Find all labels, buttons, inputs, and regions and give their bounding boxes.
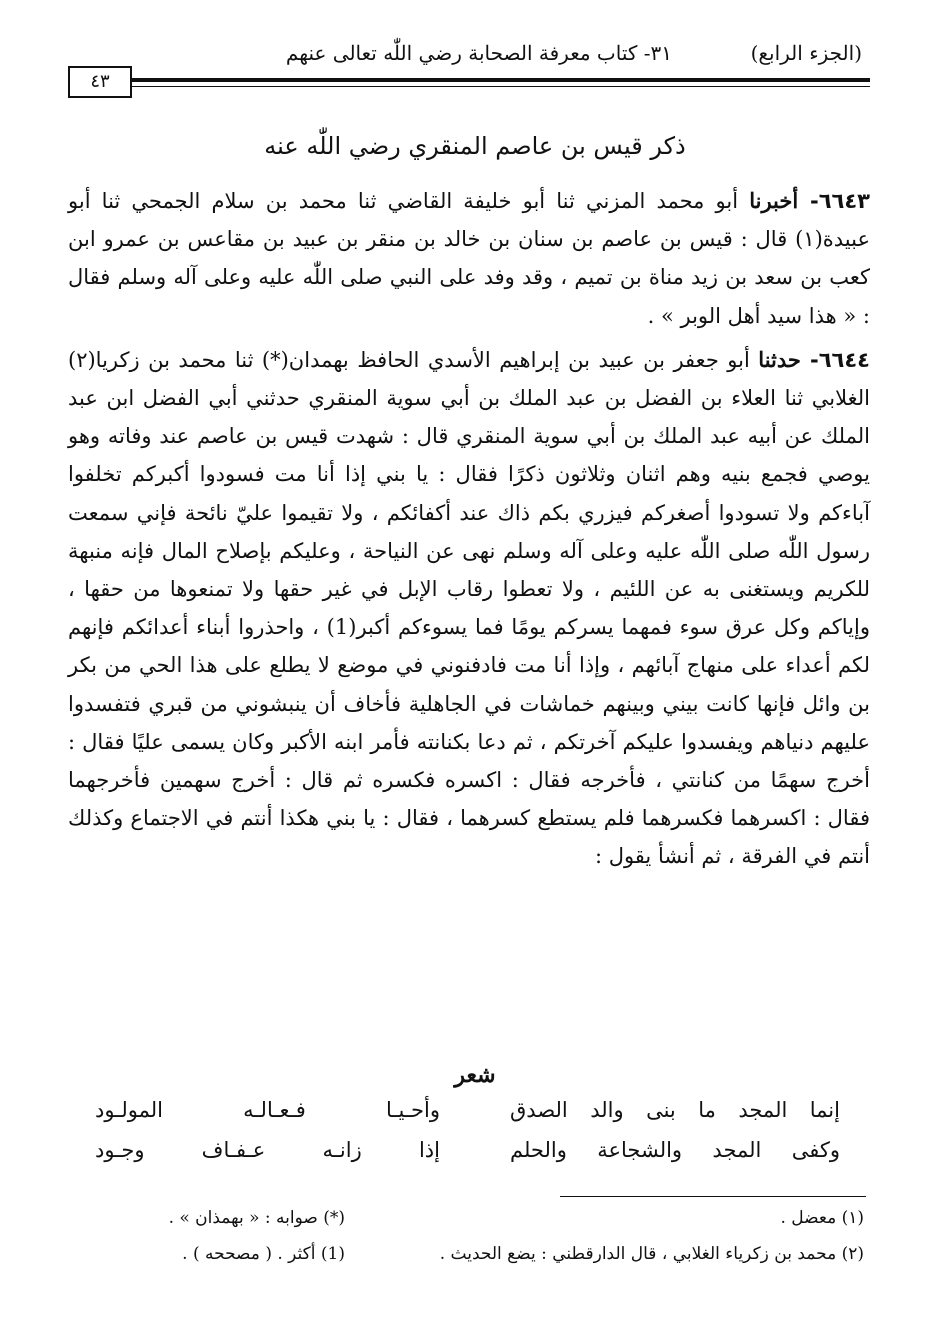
footnote: (*) صوابه : « بهمذان » . xyxy=(168,1208,345,1228)
section-heading: ذكر قيس بن عاصم المنقري رضي اللّٰه عنه xyxy=(264,132,686,160)
hadith-paragraph xyxy=(68,341,870,876)
hadith-text: أبو محمد المزني ثنا أبو خليفة القاضي ثنا محمد بن سلام الجمحي ثنا أبو عبيدة(١) قال : قيس بن عاصم بن سنان بن خالد بن منقر بن عبيد بن مقاعس بن عمرو ابن كعب بن سعد بن زيد مناة بن تميم ، وقد وفد على النبي صلى اللّٰه عليه وعلى آله وسلم فقال : « هذا سيد أهل الوبر » . xyxy=(68,189,870,328)
hadith-lead: أخبرنا xyxy=(749,188,799,213)
hadith-number: ٦٦٤٣ xyxy=(818,189,870,213)
footnote-rule xyxy=(560,1196,866,1197)
footnote: (٢) محمد بن زكرياء الغلابي ، قال الدارقطني : يضع الحديث . xyxy=(439,1244,864,1264)
footnotes xyxy=(68,1208,870,1280)
hadith-dash: - xyxy=(798,189,819,213)
hadith-dash: - xyxy=(800,347,819,372)
poem-verse xyxy=(95,1098,840,1136)
hadith-lead: حدثنا xyxy=(758,346,801,372)
header-rule-thick xyxy=(132,78,870,82)
footnote-row xyxy=(68,1208,870,1244)
poem-heading: شعر xyxy=(454,1062,496,1088)
hadith-number: ٦٦٤٤ xyxy=(818,347,870,372)
volume-label: (الجزء الرابع) xyxy=(750,41,862,65)
footnote-row xyxy=(68,1244,870,1280)
footnote: (1) أكثر . ( مصححه ) . xyxy=(182,1244,345,1264)
verse-first-hemistich: إنما المجد ما بنى والد الصدق xyxy=(510,1098,840,1122)
body-text xyxy=(68,182,870,882)
poem-verse xyxy=(95,1138,840,1176)
footnote: (١) معضل . xyxy=(780,1208,864,1228)
hadith-paragraph xyxy=(68,182,870,335)
header-rule-thin xyxy=(132,86,870,87)
book-title: ٣١- كتاب معرفة الصحابة رضي اللّٰه تعالى عنهم xyxy=(285,41,672,65)
verse-second-hemistich: إذا زانـه عـفـاف وجـود xyxy=(95,1138,440,1162)
verse-first-hemistich: وكفى المجد والشجاعة والحلم xyxy=(510,1138,840,1162)
page-number: ٤٣ xyxy=(68,66,132,98)
running-header xyxy=(60,33,872,73)
hadith-text: أبو جعفر بن عبيد بن إبراهيم الأسدي الحافظ بهمدان(*) ثنا محمد بن زكريا(٢) الغلابي ثنا العلاء بن الفضل بن عبد الملك بن أبي سوية المنقري حدثني أبي الفضل ابن عبد الملك عن أبيه عبد الملك بن أبي سوية المنقري قال : شهدت قيس بن عاصم عند وفاته وهو يوصي فجمع بنيه وهم اثنان وثلاثون ذكرًا فقال : يا بني إذا أنا مت فسودوا أكبركم تخلفوا آباءكم ولا تسودوا أصغركم فيزري بكم ذاك عند أكفائكم ، ولا تقيموا عليّ نائحة فإني سمعت رسول اللّٰه صلى اللّٰه عليه وعلى آله وسلم نهى عن النياحة ، وعليكم بإصلاح المال فإنه منبهة للكريم ويستغنى به عن اللئيم ، ولا تعطوا رقاب الإبل في غير حقها ولا تمنعوها من حقها ، وإياكم وكل عرق سوء فمهما يسركم يومًا فما يسوءكم أكبر(1) ، واحذروا أبناء أعدائكم فإنهم لكم أعداء على منهاج آبائهم ، وإذا أنا مت فادفنوني في موضع لا يطلع على هذا الحي من بكر بن وائل فإنها كانت بيني وبينهم خماشات في الجاهلية فأخاف أن ينبشوني من قبري فتفسدوا عليهم دنياهم ويفسدوا عليكم آخرتكم ، ثم دعا بكنانته فأمر ابنه الأكبر وكان يسمى عليًا فقال : أخرج سهمًا من كنانتي ، فأخرجه فقال : اكسره فكسره ثم قال : أخرج سهمين فأخرجهما فقال : اكسرهما فكسرهما فلم يستطع كسرهما ، فقال : يا بني هكذا أنتم في الاجتماع وكذلك أنتم في الفرقة ، ثم أنشأ يقول : xyxy=(68,347,870,869)
verse-second-hemistich: وأحـيـا فـعـالـه المولـود xyxy=(95,1098,440,1122)
